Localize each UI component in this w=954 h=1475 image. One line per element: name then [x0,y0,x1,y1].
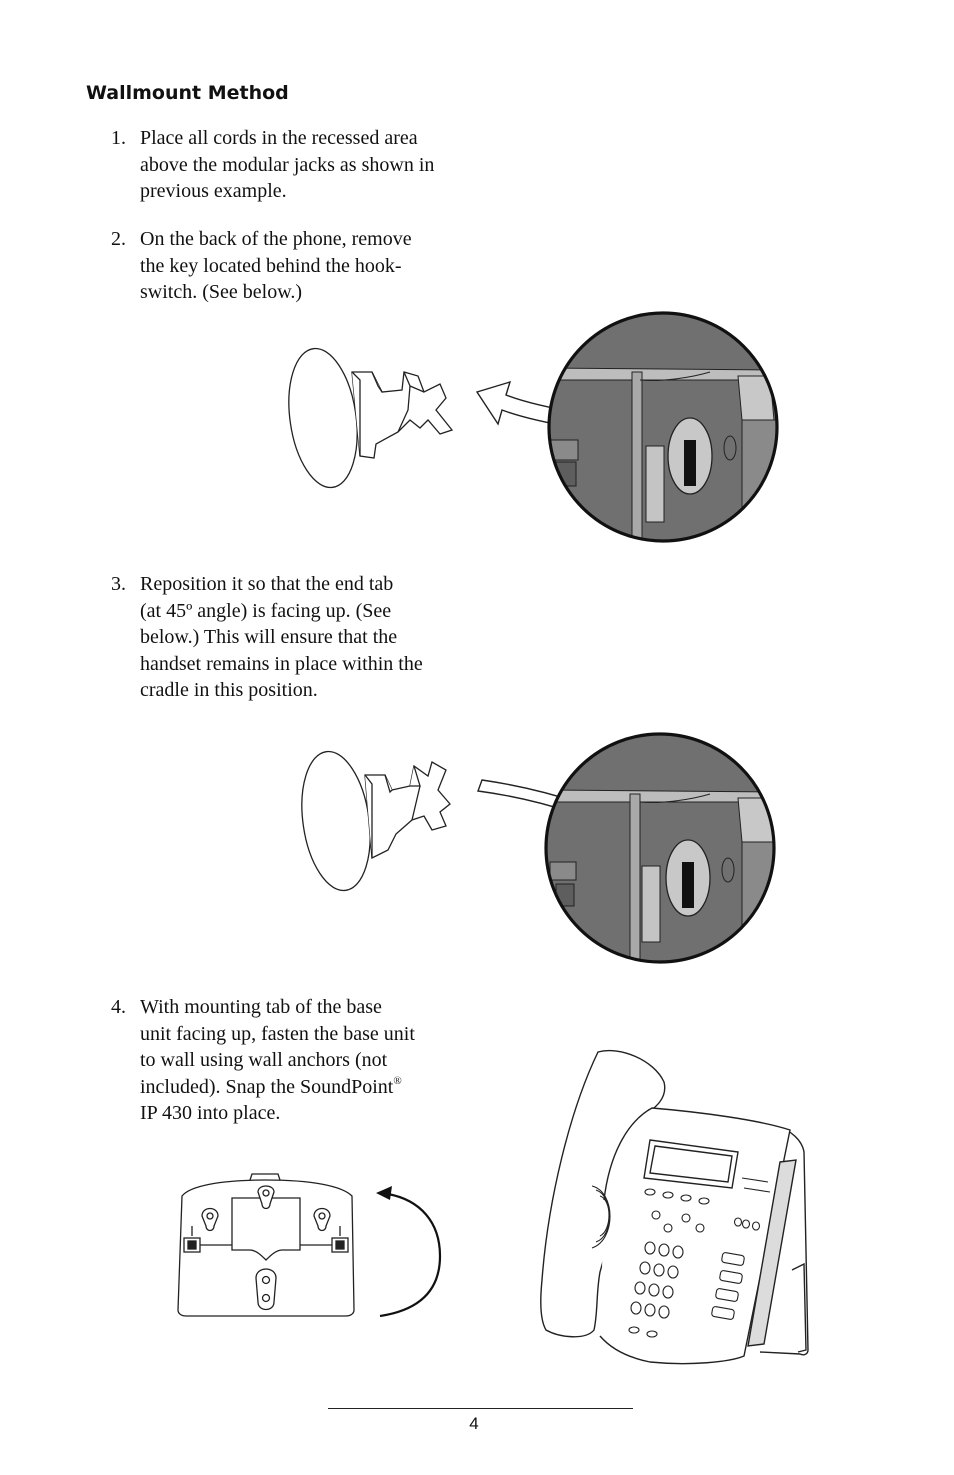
step-text: On the back of the phone, remove the key located behind the hook- switch. (See below.) [140,228,412,303]
step-number: 1. [111,127,126,149]
step-text: Reposition it so that the end tab (at 45º angle) is facing up. (See below.) This will ensure that the handset remains in place within the cradle in this position. [140,573,423,701]
registered-mark: ® [393,1074,402,1087]
wall-mount-base-plate [178,1174,354,1316]
hookswitch-key-illustration-2 [294,747,450,895]
step-number: 4. [111,996,126,1018]
phone-back-closeup-1 [540,300,790,550]
footer-rule [328,1408,633,1409]
page-number: 4 [469,1414,479,1433]
phone-back-closeup-2 [540,720,790,970]
step-text: With mounting tab of the base unit facing up, fasten the base unit to wall using wall anchors (not included). Snap the SoundPoint® IP 430 into place. [140,996,415,1124]
hookswitch-key-illustration-1 [281,344,452,492]
soundpoint-phone-mounted [541,1051,808,1364]
rotate-arrow [376,1186,440,1316]
step-text: Place all cords in the recessed area above the modular jacks as shown in previous example. [140,127,435,202]
section-heading: Wallmount Method [86,82,289,104]
step-number: 3. [111,573,126,595]
step-number: 2. [111,228,126,250]
